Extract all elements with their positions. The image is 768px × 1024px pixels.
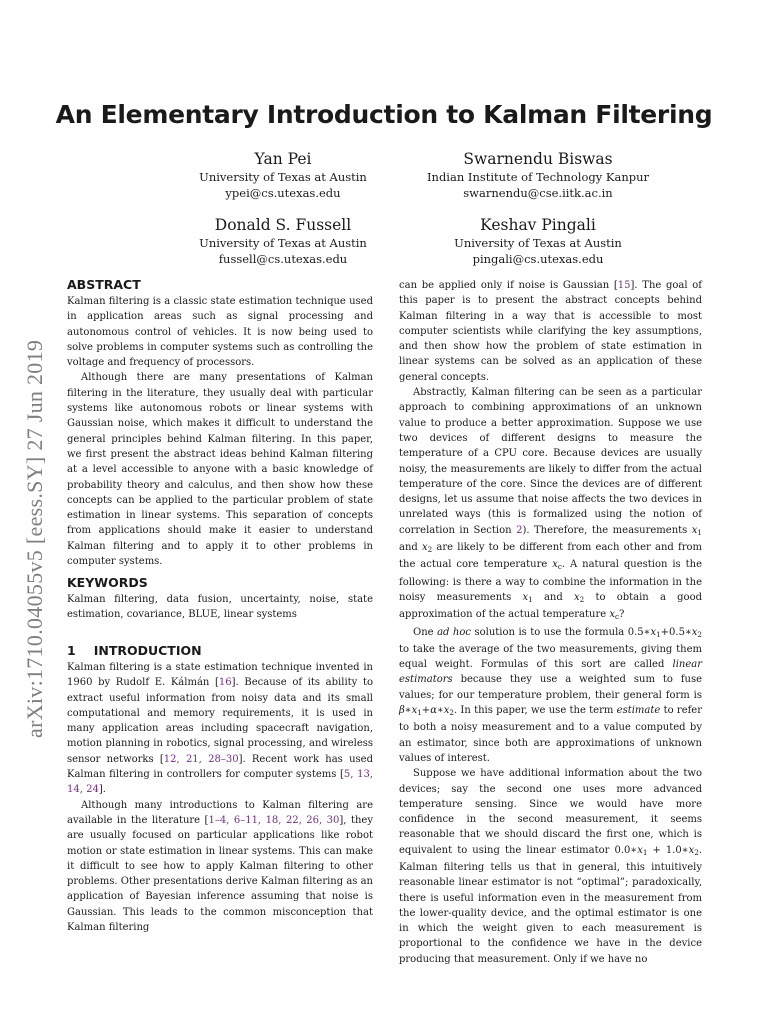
math-variable: x xyxy=(574,591,580,603)
math-subscript: 1 xyxy=(697,527,702,537)
text: + xyxy=(421,705,431,717)
author-name: Keshav Pingali xyxy=(480,216,596,234)
text: . A natural question is the following: is there a way to combine the information in the noisy measurements xyxy=(399,559,702,603)
body-paragraph xyxy=(399,766,702,967)
abstract-paragraph: Although there are many presentations of Kalman filtering in the literature, they usually deal with particular systems like autonomous robots or linear systems with Gaussian noise, which makes it difficult to understand the general principles behind Kalman filtering. In this paper, we first present the abstract ideas behind Kalman filtering at a level accessible to anyone with a basic knowledge of probability theory and calculus, and then show how these concepts can be applied to the particular problem of state estimation in linear systems. This separation of concepts from applications should make it easier to understand Kalman filtering and to apply it to other problems in computer systems. xyxy=(67,372,373,568)
citation-link[interactable]: 1–4, 6–11, 18, 22, 26, 30 xyxy=(208,814,340,826)
math-variable: x xyxy=(650,626,657,638)
section-link[interactable]: 2 xyxy=(516,524,523,536)
math-subscript: c xyxy=(557,562,562,572)
text: ]. Because of its ability to extract useful information from noisy data and its small computational and memory requirements, it is used in many application areas including spacecraft navigation, motion planning in robotics, signal processing, and wireless sensor networks [ xyxy=(67,677,373,765)
text: Kalman filtering is a state estimation technique invented in 1960 by Rudolf E. Kálmán [ xyxy=(67,662,373,689)
math-variable: x xyxy=(688,844,695,856)
text: ], they are usually focused on particular applications like robot motion or state estimation in linear systems. This can make it difficult to see how to apply Kalman filtering to other problems. Other presentations derive Kalman filtering as an application of Bayesian inference assuming that noise is Gaussian. This leads to the common misconception that Kalman filtering xyxy=(67,814,374,934)
math-subscript: 1 xyxy=(528,594,533,604)
arxiv-identifier: arXiv:1710.04055v5 [eess.SY] 27 Jun 2019 xyxy=(22,339,47,738)
author-affiliation: University of Texas at Austin xyxy=(199,170,367,184)
math-subscript: 1 xyxy=(642,847,648,857)
math-variable: x xyxy=(609,609,615,621)
body-paragraph xyxy=(399,278,702,385)
text: ]. xyxy=(98,784,106,796)
author-block xyxy=(388,215,688,267)
text: + 1.0∗ xyxy=(647,844,689,856)
abstract-section xyxy=(67,276,373,569)
math-variable: β xyxy=(399,705,405,717)
math-subscript: 2 xyxy=(449,708,454,718)
text: Suppose we have additional information about the two devices; say the second one uses more advanced temperature sensing. Since we would have more confidence in the second measurement, it seems reasonable that we should discard the first one, which is equivalent to using the linear estimator 0.0∗ xyxy=(399,768,702,856)
emphasis: ad hoc xyxy=(437,626,471,638)
author-name: Donald S. Fussell xyxy=(214,216,352,234)
math-subscript: 2 xyxy=(697,629,702,639)
abstract-paragraph: Kalman filtering is a classic state estimation technique used in application areas such as signal processing and autonomous control of vehicles. It is now being used to solve problems in computer systems such as controlling the voltage and frequency of processors. xyxy=(67,296,373,369)
text: ∗ xyxy=(404,705,412,717)
body-paragraph xyxy=(399,385,702,624)
text: to obtain a good approximation of the actual temperature xyxy=(399,591,702,621)
text: One xyxy=(413,626,438,638)
math-variable: x xyxy=(443,705,450,717)
citation-link[interactable]: 5, 13, 14, 24 xyxy=(67,769,374,796)
emphasis: linear estimators xyxy=(399,659,702,686)
text: ). Therefore, the measurements xyxy=(522,524,692,536)
math-subscript: c xyxy=(614,612,620,622)
math-subscript: 2 xyxy=(579,594,585,604)
text: . In this paper, we use the term xyxy=(453,705,617,717)
author-email: swarnendu@cse.iitk.ac.in xyxy=(463,186,613,200)
text: and xyxy=(532,591,574,603)
author-email: fussell@cs.utexas.edu xyxy=(218,252,348,266)
author-email: ypei@cs.utexas.edu xyxy=(225,186,341,200)
paper-title: An Elementary Introduction to Kalman Filtering xyxy=(55,100,713,129)
right-column xyxy=(399,278,702,967)
abstract-heading: ABSTRACT xyxy=(67,277,141,292)
text: ]. The goal of this paper is to present the abstract concepts behind Kalman filtering in a way that is accessible to most computer scientists while clarifying the key assumptions, and then show how the problem of state estimation in linear systems can be solved as an application of these general concepts. xyxy=(399,280,702,383)
author-name: Swarnendu Biswas xyxy=(463,150,613,168)
text: Although many introductions to Kalman filtering are available in the literature [ xyxy=(67,799,373,826)
citation-link[interactable]: 16 xyxy=(218,677,232,689)
math-variable: x xyxy=(411,705,418,717)
text: can be applied only if noise is Gaussian [ xyxy=(399,280,618,291)
intro-paragraph xyxy=(67,660,373,798)
keywords-text: Kalman filtering, data fusion, uncertainty, noise, state estimation, covariance, BLUE, linear systems xyxy=(67,594,373,621)
math-subscript: 2 xyxy=(427,545,433,555)
math-variable: x xyxy=(552,559,558,571)
text: to refer to both a noisy measurement and to a value computed by an estimator, since both are approximations of unknown values of interest. xyxy=(399,705,703,764)
math-variable: x xyxy=(691,626,698,638)
author-affiliation: University of Texas at Austin xyxy=(454,236,622,250)
text: ]. Recent work has used Kalman filtering in controllers for computer systems [ xyxy=(67,753,373,781)
author-email: pingali@cs.utexas.edu xyxy=(472,252,604,266)
keywords-section xyxy=(67,574,373,623)
text: +0.5∗ xyxy=(660,626,692,638)
intro-paragraph xyxy=(67,798,373,936)
text: are likely to be different from each other and from the actual core temperature xyxy=(399,542,702,571)
text: because they use a weighted sum to fuse values; for our temperature problem, their general form is xyxy=(399,674,702,701)
math-variable: x xyxy=(522,591,529,603)
math-variable: x xyxy=(691,524,698,536)
text: ∗ xyxy=(436,705,444,717)
author-name: Yan Pei xyxy=(254,150,312,168)
text: and xyxy=(399,542,422,554)
math-subscript: 1 xyxy=(417,708,422,718)
introduction-section xyxy=(67,642,373,935)
section-number: 1 xyxy=(67,643,76,658)
text: Abstractly, Kalman filtering can be seen as a particular approach to combining approximations of an unknown value to produce a better approximation. Suppose we use two devices of different designs to measure the temperature of a CPU core. Because devices are usually noisy, the measurements are likely to differ from the actual temperature of the core. Since the devices are of different designs, let us assume that noise affects the two devices in unrelated ways (this is formalized using the notion of correlation in Section xyxy=(399,387,702,536)
keywords-heading: KEYWORDS xyxy=(67,575,148,590)
introduction-heading xyxy=(67,642,373,660)
citation-link[interactable]: 12, 21, 28–30 xyxy=(163,753,239,765)
text: to take the average of the two measurements, giving them equal weight. Formulas of this sort are called xyxy=(399,643,702,671)
math-variable: x xyxy=(422,542,428,554)
text: solution is to use the formula 0.5∗ xyxy=(470,626,651,638)
math-variable: α xyxy=(430,705,437,717)
author-block xyxy=(388,149,688,201)
math-variable: x xyxy=(637,844,643,856)
emphasis: estimate xyxy=(616,705,661,717)
section-title: INTRODUCTION xyxy=(93,643,202,658)
math-subscript: 2 xyxy=(694,847,699,857)
text: ? xyxy=(619,609,625,621)
author-affiliation: University of Texas at Austin xyxy=(199,236,367,250)
text: . Kalman filtering tells us that in general, this intuitively reasonable linear estimator is not “optimal”; paradoxically, there is useful information even in the measurement from the lower-quality device, and the optimal estimator is one in which the weight given to each measurement is proportional to the confidence we have in the device producing that measurement. Only if we have no xyxy=(399,844,702,965)
math-subscript: 1 xyxy=(656,629,661,639)
citation-link[interactable]: 15 xyxy=(617,280,631,291)
author-affiliation: Indian Institute of Technology Kanpur xyxy=(427,170,649,184)
body-paragraph xyxy=(399,625,702,767)
